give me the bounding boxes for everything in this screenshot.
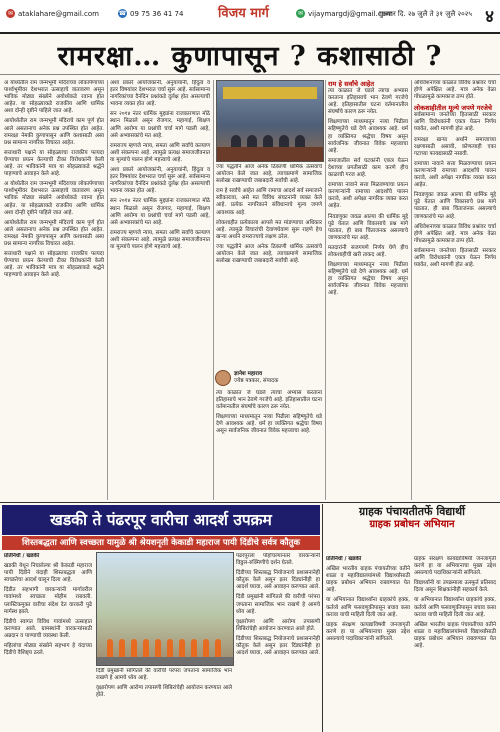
procession-figure <box>167 639 173 657</box>
paragraph: महिलांचा मोठ्या संख्येने सहभाग हे यंदाच्या दिंडीचे वैशिष्ट्य ठरले. <box>4 643 92 657</box>
paragraph: ग्राहक संरक्षण कायद्याविषयी जनजागृती करणे हा या अभियानाचा मुख्य उद्देश असल्याचे पदाधिकाऱ्यांनी सांगितले. <box>326 621 410 642</box>
story3-subheadline: ग्राहक प्रबोधन अभियान <box>369 519 455 530</box>
paragraph: रामाच्या नावाने सत्ता मिळवण्याचा प्रयत्न करणाऱ्यांनी रामाच्या आदर्शांचे पालन करावे, अशी अपेक्षा नागरिक व्यक्त करत आहेत. <box>414 160 496 189</box>
author-title: ज्येष्ठ पत्रकार, संपादक <box>234 378 279 384</box>
paragraph: दिंडी प्रमुखांनी सांगितले की वारीची परंपरा जपताना सामाजिक भान राखणे हे आमचे ध्येय आहे. <box>96 668 232 682</box>
story2-column-1 <box>4 553 92 729</box>
procession-figure <box>143 639 149 657</box>
stage-floor <box>217 147 323 161</box>
paragraph: दिंडीच्या शिस्तबद्ध नियोजनाचे प्रशासनानेही कौतुक केले असून इतर दिंड्यांनीही हा आदर्श घ्यावा, असे आवाहन करण्यात आले. <box>236 570 320 591</box>
mail-icon: ✉ <box>7 10 14 17</box>
story3-headline: ग्राहक पंचायतीतर्फे विद्यार्थी <box>359 505 465 518</box>
procession-figure <box>191 639 197 657</box>
paragraph: दिंडीच्या शिस्तबद्ध नियोजनाचे प्रशासनानेही कौतुक केले असून इतर दिंड्यांनीही हा आदर्श घ्यावा, असे आवाहन करण्यात आले. <box>236 635 320 657</box>
lead-column-1 <box>4 80 104 500</box>
procession-figure <box>215 639 221 657</box>
story3-headline-block <box>324 505 500 555</box>
author-byline <box>215 370 309 386</box>
section-divider-vertical <box>322 504 323 732</box>
stage-banner <box>223 87 317 99</box>
paragraph: सर्वसामान्य जनतेच्या हितासाठी सरकार आणि विरोधकांनी एकत्र येऊन निर्णय घ्यावेत, अशी मागणी होत आहे. <box>414 112 496 133</box>
lead-column-3 <box>216 164 322 364</box>
lead-headline: रामरक्षा… कुणापासून ? कशासाठी ? <box>57 41 443 72</box>
procession-figure <box>155 639 161 657</box>
lead-column-5 <box>414 80 496 500</box>
procession-figure <box>119 639 125 657</box>
paragraph: अधिवेशनाच्या काळात विविध प्रश्नांवर चर्चा होणे अपेक्षित आहे. मात्र अनेक वेळा गोंधळामुळे कामकाज ठप्प होते. <box>414 223 496 244</box>
paragraph: त्या काळात जे घडले त्याचा अभ्यास करताना इतिहासाचे भान ठेवणे गरजेचे आहे. इतिहासातील घटना वर्तमानातील संघर्षाचे कारण ठरू नयेत. <box>328 88 408 116</box>
email2-text: vijaymargdj@gmail.com <box>308 9 393 18</box>
story2-headline-band <box>2 505 320 535</box>
paragraph: दिंडी प्रमुखांनी सांगितले की वारीची परंपरा जपताना सामाजिक भान राखणे हे आमचे ध्येय आहे. <box>236 594 320 615</box>
procession-figure <box>107 639 113 657</box>
paragraph: शिक्षणाच्या माध्यमातून नव्या पिढीला सहिष्णुतेचे धडे देणे आवश्यक आहे. धर्म हा व्यक्तिगत श्रद्धेचा विषय असून सार्वजनिक जीवनात विवेक महत्त्वाचा आहे. <box>328 262 408 297</box>
paragraph: पंढरपूरला पोहोचल्यानंतर वारकऱ्यांनी विठ्ठल-रुक्मिणीचे दर्शन घेतले. <box>236 553 320 567</box>
road <box>97 657 233 665</box>
paragraph: आयोध्येतील राम जन्मभूमी मंदिराचे काम पूर्ण होत आले असतानाच अनेक प्रश्न उपस्थित होत आहेत. रामरक्षा नेमकी कुणापासून आणि कशासाठी असा प्रश्न सामान्य नागरिक विचारत आहेत. <box>4 118 104 146</box>
paragraph: वृक्षारोपण आणि आरोग्य तपासणी शिबिरांचेही आयोजन करण्यात आले होते. <box>96 685 232 699</box>
procession-figure <box>179 639 185 657</box>
paragraph: सन २०१४ नंतर धार्मिक मुद्द्यांना राजकारणात मोठे स्थान मिळाले असून रोजगार, महागाई, शिक्षण आणि आरोग्य या प्रश्नांची चर्चा मागे पडली आहे, असे अभ्यासकांचे मत आहे. <box>110 198 210 226</box>
paragraph: या अभियानात विद्यार्थ्यांना ग्राहकांचे हक्क, कर्तव्ये आणि फसवणुकीपासून बचाव कसा करावा याची माहिती दिली जात आहे. <box>414 597 496 618</box>
paragraph: विद्यार्थ्यांनी या उपक्रमाला उत्स्फूर्त प्रतिसाद दिला असून शिक्षकांनीही सहकार्य केले. <box>414 580 496 594</box>
paragraph: दिंडीत सहभागी वारकऱ्यांनी मार्गावरील गावांमध्ये स्वच्छता मोहीम राबवली. प्लास्टिकमुक्त वारीचा संदेश देत वारकरी पुढे मार्गस्थ झाले. <box>4 587 92 615</box>
paragraph: त्या काळात जे घडले त्याचा अभ्यास करताना इतिहासाचे भान ठेवणे गरजेचे आहे. इतिहासातील घटना वर्तमानातील संघर्षाचे कारण ठरू नयेत. <box>216 390 322 411</box>
lead-column-3b <box>216 390 322 500</box>
story2-column-3 <box>236 553 320 729</box>
paragraph: या अभियानात विद्यार्थ्यांना ग्राहकांचे हक्क, कर्तव्ये आणि फसवणुकीपासून बचाव कसा करावा याची माहिती दिली जात आहे. <box>326 597 410 618</box>
paragraph: शिक्षणाच्या माध्यमातून नव्या पिढीला सहिष्णुतेचे धडे देणे आवश्यक आहे. धर्म हा व्यक्तिगत श्रद्धेचा विषय असून सार्वजनिक जीवनात विवेक महत्त्वाचा आहे. <box>328 119 408 154</box>
column-divider <box>107 80 108 500</box>
paragraph: अ योध्येतील राम जन्मभूमी मंदिराच्या लोकार्पणाच्या पार्श्वभूमीवर देशभरात उत्साहाचे वातावरण असून भाविक मोठ्या संख्येने अयोध्येकडे रवाना होत आहेत. या सोहळ्याकडे राजकीय आणि धार्मिक अशा दोन्ही दृष्टीने पाहिले जात आहे. <box>4 80 104 115</box>
story2-column-2 <box>96 668 232 729</box>
phone-text: 09 75 36 41 74 <box>130 9 184 18</box>
author-avatar <box>215 370 231 386</box>
paragraph: राम हे सर्वांचे आहेत आणि रामाचा आदर्श सर्व समाजाने स्वीकारावा, असे मत विविध संघटनांनी व्यक्त केले आहे. प्रत्येक नागरिकाने संविधानाचे मूल्य जपणे आवश्यक आहे. <box>216 188 322 216</box>
column-divider <box>411 80 412 500</box>
author-name: ज्ञानेश महाराव <box>234 371 263 377</box>
paragraph: सत्ताधारी पक्षाने या सोहळ्याचा राजकीय फायदा घेण्याचा प्रयत्न केल्याची टीका विरोधकांनी केली आहे. तर भाविकांनी मात्र या सोहळ्याकडे श्रद्धेने पाहण्याचे आवाहन केले आहे. <box>4 149 104 178</box>
paragraph: आयोध्येतील राम जन्मभूमी मंदिराचे काम पूर्ण होत आले असतानाच अनेक प्रश्न उपस्थित होत आहेत. रामरक्षा नेमकी कुणापासून आणि कशासाठी असा प्रश्न सामान्य नागरिक विचारत आहेत. <box>4 219 104 247</box>
mail-icon: ✉ <box>297 10 304 17</box>
paragraph: अशा प्रकारे आयोजकांनी, अनुयायांनी, हिंदुत्व व इतर विषयांवर देशभरात चर्चा सुरू आहे. सर्वसामान्य नागरिकांच्या दैनंदिन प्रश्नांकडे दुर्लक्ष होत असल्याची भावना व्यक्त होत आहे. <box>110 167 210 195</box>
lead-headline-band <box>0 34 500 75</box>
paragraph: अशा प्रकारे आयोजकांनी, अनुयायांनी, हिंदुत्व व इतर विषयांवर देशभरात चर्चा सुरू आहे. सर्वसामान्य नागरिकांच्या दैनंदिन प्रश्नांकडे दुर्लक्ष होत असल्याची भावना व्यक्त होत आहे. <box>110 80 210 108</box>
paragraph: दिंडीचे स्वागत विविध गावांमध्ये उत्साहात करण्यात आले. ग्रामस्थांनी वारकऱ्यांसाठी अन्नदान व पाण्याची व्यवस्था केली. <box>4 618 92 639</box>
phone-contact <box>118 9 183 18</box>
paragraph: खडकी येथून निघालेल्या श्री केकाडी महाराज पायी दिंडीने यंदाही शिस्तबद्धता आणि स्वच्छतेचा आदर्श घालून दिला आहे. <box>4 563 92 584</box>
issue-date: गुरुवार दि. २७ जुलै ते ३१ जुलै २०२५ <box>378 10 472 18</box>
paragraph: निवडणुका जवळ आल्या की धार्मिक मुद्दे पुढे येतात आणि विकासाचे प्रश्न मागे पडतात, ही बाब चिंताजनक असल्याचे जाणकारांचे मत आहे. <box>414 192 496 220</box>
masthead-bar <box>0 0 500 34</box>
paragraph: सन २०१४ नंतर धार्मिक मुद्द्यांना राजकारणात मोठे स्थान मिळाले असून रोजगार, महागाई, शिक्षण आणि आरोग्य या प्रश्नांची चर्चा मागे पडली आहे, असे अभ्यासकांचे मत आहे. <box>110 111 210 139</box>
section-divider <box>0 502 500 503</box>
page-number: ४ <box>485 7 494 27</box>
newspaper-logo <box>218 3 282 27</box>
email-contact <box>6 9 99 18</box>
paragraph: शिक्षणाच्या माध्यमातून नव्या पिढीला सहिष्णुतेचे धडे देणे आवश्यक आहे. धर्म हा व्यक्तिगत श्रद्धेचा विषय असून सार्वजनिक जीवनात विवेक महत्त्वाचा आहे. <box>216 414 322 435</box>
procession-figure <box>203 639 209 657</box>
paragraph: अखिल भारतीय ग्राहक पंचायतीच्या वतीने शाळा व महाविद्यालयांमध्ये विद्यार्थ्यांसाठी ग्राहक प्रबोधन अभियान राबवण्यात येत आहे. <box>414 621 496 650</box>
lead-column-4 <box>328 80 408 500</box>
paragraph: रामराज्य म्हणजे न्याय, समता आणि सर्वांचे कल्याण अशी संकल्पना आहे. त्यामुळे प्रत्यक्ष समाजजीवनात या मूल्यांचे पालन होणे महत्त्वाचे आहे. <box>110 229 210 250</box>
paragraph: अखिल भारतीय ग्राहक पंचायतीच्या वतीने शाळा व महाविद्यालयांमध्ये विद्यार्थ्यांसाठी ग्राहक प्रबोधन अभियान राबवण्यात येत आहे. <box>326 566 410 594</box>
subheading: राम हे सर्वांचे आहेत <box>328 80 375 88</box>
email-text: ataklahare@gmail.com <box>18 9 99 18</box>
paragraph: ज्या पद्धतीने आज अनेक ठिकाणी धार्मिक उत्सवांचे आयोजन केले जात आहे, त्याचप्रमाणे सामाजिक सलोखा राखण्याची जबाबदारी सर्वांची आहे. <box>216 243 322 265</box>
phone-icon: ☎ <box>118 10 127 17</box>
lead-photo <box>216 80 324 162</box>
paragraph: सत्ताधारी पक्षाने या सोहळ्याचा राजकीय फायदा घेण्याचा प्रयत्न केल्याची टीका विरोधकांनी केली आहे. तर भाविकांनी मात्र या सोहळ्याकडे श्रद्धेने पाहण्याचे आवाहन केले आहे. <box>4 251 104 279</box>
paragraph: रामरक्षा खऱ्या अर्थाने समाजाच्या रक्षणासाठी असावी, कोणत्याही एका गटाच्या फायद्यासाठी नसावी. <box>414 136 496 157</box>
paragraph: अ योध्येतील राम जन्मभूमी मंदिराच्या लोकार्पणाच्या पार्श्वभूमीवर देशभरात उत्साहाचे वातावरण असून भाविक मोठ्या संख्येने अयोध्येकडे रवाना होत आहेत. या सोहळ्याकडे राजकीय आणि धार्मिक अशा दोन्ही दृष्टीने पाहिले जात आहे. <box>4 181 104 216</box>
paragraph: समाजातील सर्व घटकांनी एकत्र येऊन देशाच्या प्रगतीसाठी काम करणे हीच काळाची गरज आहे. <box>328 157 408 179</box>
story2-photo <box>96 552 234 666</box>
procession-figure <box>131 639 137 657</box>
paragraph: मतदारांनी सजगपणे निर्णय घेणे हीच लोकशाहीची खरी ताकद आहे. <box>328 244 408 258</box>
paragraph: रामराज्य म्हणजे न्याय, समता आणि सर्वांचे कल्याण अशी संकल्पना आहे. त्यामुळे प्रत्यक्ष समाजजीवनात या मूल्यांचे पालन होणे महत्त्वाचे आहे. <box>110 142 210 163</box>
paragraph: अधिवेशनाच्या काळात विविध प्रश्नांवर चर्चा होणे अपेक्षित आहे. मात्र अनेक वेळा गोंधळामुळे कामकाज ठप्प होते. <box>414 80 496 101</box>
paragraph: सर्वसामान्य जनतेच्या हितासाठी सरकार आणि विरोधकांनी एकत्र येऊन निर्णय घ्यावेत, अशी मागणी होत आहे. <box>414 247 496 269</box>
paragraph: लोकशाहीत प्रत्येकाला आपले मत मांडण्याचा अधिकार आहे. त्यामुळे विचारांची देवाणघेवाण सुरू राहणे हेच खऱ्या अर्थाने रामराज्याचे लक्षण ठरेल. <box>216 219 322 240</box>
column-divider <box>213 80 214 500</box>
story2-dateline: प्रतिनिधी / खडकी <box>4 553 40 559</box>
paragraph: ग्राहक संरक्षण कायद्याविषयी जनजागृती करणे हा या अभियानाचा मुख्य उद्देश असल्याचे पदाधिकाऱ्यांनी सांगितले. <box>414 556 496 577</box>
paragraph: रामाच्या नावाने सत्ता मिळवण्याचा प्रयत्न करणाऱ्यांनी रामाच्या आदर्शांचे पालन करावे, अशी अपेक्षा नागरिक व्यक्त करत आहेत. <box>328 182 408 210</box>
story2-headline: खडकी ते पंढरपूर वारीचा आदर्श उपक्रम <box>50 511 272 529</box>
lead-column-2 <box>110 80 210 500</box>
story3-column-2 <box>414 556 496 729</box>
column-divider <box>325 80 326 500</box>
subheading: लोकशाहीतील मूल्ये जपणे गरजेचे <box>414 104 493 113</box>
paragraph: वृक्षारोपण आणि आरोग्य तपासणी शिबिरांचेही आयोजन करण्यात आले होते. <box>236 618 320 632</box>
story3-dateline: प्रतिनिधी / खडकी <box>326 556 362 562</box>
paragraph: ज्या पद्धतीने आज अनेक ठिकाणी धार्मिक उत्सवांचे आयोजन केले जात आहे, त्याचप्रमाणे सामाजिक सलोखा राखण्याची जबाबदारी सर्वांची आहे. <box>216 164 322 185</box>
logo-text: विजय मार्ग <box>218 6 269 21</box>
story3-column-1 <box>326 556 410 729</box>
story2-subheadline: शिस्तबद्धता आणि स्वच्छता यामुळे श्री श्रेयशनृती केकाडी महाराज पायी दिंडीचे सर्वत्र कौतुक <box>2 536 320 550</box>
paragraph: निवडणुका जवळ आल्या की धार्मिक मुद्दे पुढे येतात आणि विकासाचे प्रश्न मागे पडतात, ही बाब चिंताजनक असल्याचे जाणकारांचे मत आहे. <box>328 213 408 241</box>
